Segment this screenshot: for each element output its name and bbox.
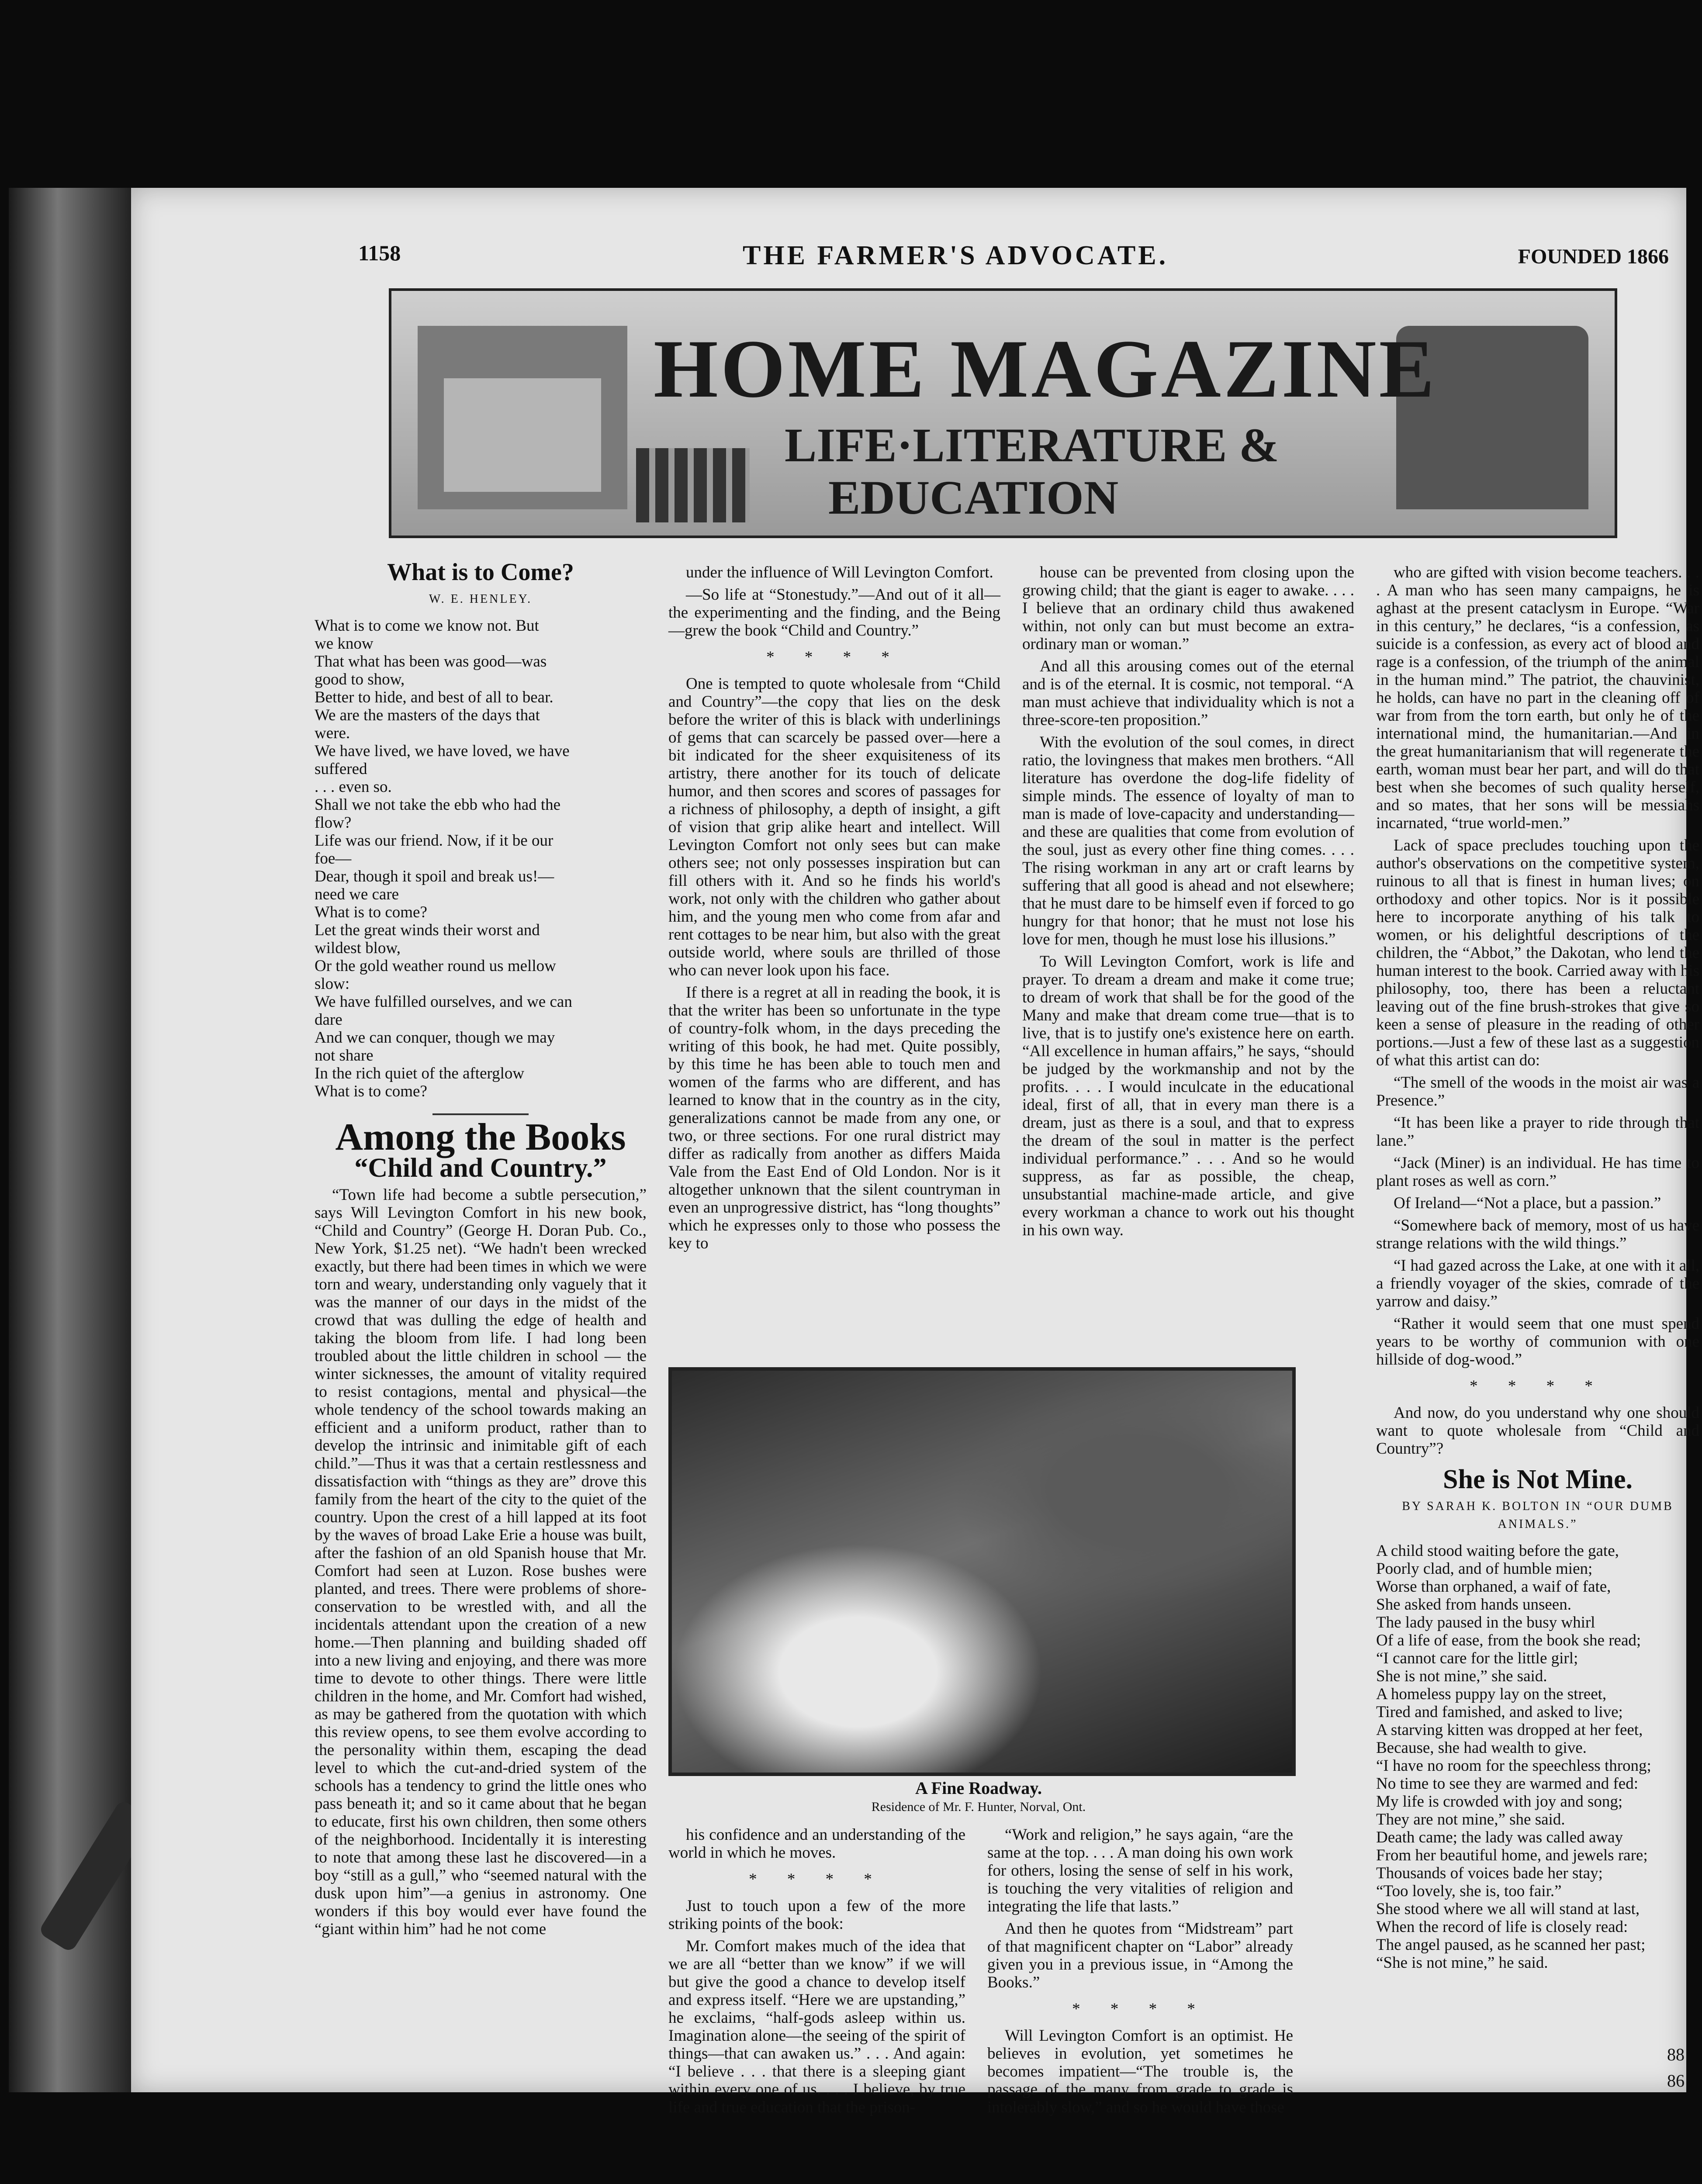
column-3 (1022, 563, 1354, 1244)
column-1 (315, 559, 647, 1942)
section-break: * * * * (766, 648, 903, 666)
lower-column-3-text (987, 1826, 1293, 2116)
poem-line: We have lived, we have loved, we have (315, 742, 570, 760)
poem-line: That what has been was good—was (315, 653, 547, 670)
poem-line: A child stood waiting before the gate, (1376, 1542, 1619, 1560)
article-paragraph: And all this arousing comes out of the eternal and is of the eternal. It is cosmic, not temporal. “A man must achieve that individuality which is not a three-score-ten proposition.” (1022, 657, 1354, 729)
article-paragraph: —So life at “Stonestudy.”—And out of it all—the experimenting and the finding, and the Being—grew the book “Child and Country.” (668, 586, 1000, 639)
article-paragraph: “Somewhere back of memory, most of us have strange relations with the wild things.” (1376, 1216, 1699, 1252)
poem-2-author: BY SARAH K. BOLTON IN “OUR DUMB ANIMALS.” (1402, 1500, 1674, 1531)
article-paragraph: And now, do you understand why one should want to quote wholesale from “Child and Country”? (1376, 1404, 1699, 1458)
section-break: * * * * (749, 1870, 885, 1888)
column-2-text (668, 563, 1000, 1252)
poem-line: Let the great winds their worst and (315, 921, 540, 939)
poem-line: Tired and famished, and asked to live; (1376, 1703, 1623, 1721)
lower-column-2-text (668, 1826, 965, 2116)
poem-title: What is to Come? (387, 559, 574, 586)
poem-line: What is to come? (315, 903, 427, 921)
photo-title: A Fine Roadway. (915, 1778, 1042, 1798)
poem-line: A homeless puppy lay on the street, (1376, 1685, 1607, 1703)
poem-line: “Too lovely, she is, too fair.” (1376, 1882, 1562, 1900)
poem-line: Dear, though it spoil and break us!— (315, 867, 554, 885)
section-break: * * * * (1072, 2000, 1208, 2018)
article-paragraph: “It has been like a prayer to ride through that lane.” (1376, 1114, 1699, 1150)
poem-line: “She is not mine,” he said. (1376, 1954, 1548, 1972)
poem-line: flow? (315, 814, 352, 832)
column-2 (668, 563, 1000, 1257)
divider (432, 1113, 529, 1115)
book-binding-edge (9, 188, 131, 2092)
page-header (358, 240, 1669, 280)
poem-line: And we can conquer, though we may (315, 1029, 555, 1047)
poem-line: “I have no room for the speechless throng; (1376, 1757, 1651, 1775)
banner-subtitle-1: LIFE·LITERATURE & (785, 418, 1279, 472)
poem-line: dare (315, 1011, 342, 1029)
paper-name: THE FARMER'S ADVOCATE. (743, 241, 1169, 270)
poem-line: She asked from hands unseen. (1376, 1596, 1571, 1614)
poem-line: Because, she had wealth to give. (1376, 1739, 1587, 1757)
poem-line: In the rich quiet of the afterglow (315, 1064, 525, 1082)
poem-line: we know (315, 635, 374, 653)
poem-line: We have fulfilled ourselves, and we can (315, 993, 572, 1011)
poem-line: The angel paused, as he scanned her past; (1376, 1936, 1646, 1954)
poem-line: “I cannot care for the little girl; (1376, 1649, 1578, 1667)
poem-line: wildest blow, (315, 939, 401, 957)
article-paragraph: “Town life had become a subtle persecution,” says Will Levington Comfort in his new book, “Child and Country” (George H. Doran Pub. Co., New York, $1.25 net). “We hadn't been wrecked exactly, but there had been times in which we were torn and weary, understanding only vaguely that it was the manner of our days in the midst of the crowd that was dulling the edge of health and taking the bloom from life. I had long been troubled about the little children in school — the winter sicknesses, the amount of vitality required to resist contagions, mental and physical—the whole tendency of the school towards making an efficient and a uniform product, rather than to develop the intrinsic and inimitable gift of each child.”—Thus it was that a certain restlessness and dissatisfaction with “things as they are” drove this family from the heart of the city to the quiet of the country. Upon the crest of a hill lapped at its foot by the waves of broad Lake Erie a house was built, after the fashion of an old Spanish house that Mr. Comfort had seen at Luzon. Rose bushes were planted, and trees. There were problems of shore-conservation to be wrestled with, and all the incidentals attendant upon the creation of a new home.—Then planning and building shaded off into a new living and enjoying, and there was more time to devote to other things. There were little children in the home, and Mr. Comfort had wished, as may be gathered from the quotation with which this review opens, to see them evolve according to the personality within them, escaping the dead level to which the cut-and-dried system of the schools has a tendency to grind the little ones who pass beneath it; and so it came about that he began to educate, first his own children, then some others of the neighborhood. Incidentally it is interesting to note that among these last he discovered—in a boy “still as a gull,” who “seemed natural with the dusk upon him”—a genius in astronomy. One wonders if this boy would ever have found the “giant within him” had he not come (315, 1186, 647, 1938)
page-number: 1158 (358, 241, 401, 265)
article-paragraph: “Work and religion,” he says again, “are the same at the top. . . . A man doing his own work for others, losing the sense of self in his work, is touching the very vitalities of religion and integrating the life that lasts.” (987, 1826, 1293, 1915)
article-paragraph: “Rather it would seem that one must spend years to be worthy of communion with one hillside of dog-wood.” (1376, 1315, 1699, 1368)
poem-line: Life was our friend. Now, if it be our (315, 832, 553, 850)
article-paragraph: One is tempted to quote wholesale from “Child and Country”—the copy that lies on the desk before the writer of this is black with underlinings of gems that can scarcely be passed over—here a bit indicated for the sheer exquisiteness of its artistry, there another for its touch of delicate humor, and then scores and scores of passages for a richness of philosophy, a depth of insight, a gift of vision that grip alike heart and intellect. Will Levington Comfort not only sees but can make others see; not only possesses inspiration but can fill others with it. And so he finds his world's work, not only with the children who gather about him, and the young men who come from afar and rent cottages to be near him, but also with the great outside world, where souls are thrilled of those who can never look upon his face. (668, 675, 1000, 979)
poem-line: Shall we not take the ebb who had the (315, 796, 561, 814)
poem-line: We are the masters of the days that (315, 706, 540, 724)
poem-line: She stood where we all will stand at last, (1376, 1900, 1640, 1918)
article-paragraph: under the influence of Will Levington Comfort. (686, 563, 993, 581)
poem-line: need we care (315, 885, 399, 903)
article-paragraph: his confidence and an understanding of the world in which he moves. (668, 1826, 965, 1862)
poem-line: They are not mine,” she said. (1376, 1811, 1565, 1828)
poem-line: good to show, (315, 670, 405, 688)
poem-line: Of a life of ease, from the book she read; (1376, 1631, 1641, 1649)
poem-line: What is to come we know not. But (315, 617, 539, 635)
section-title: Among the Books (335, 1116, 626, 1158)
poem-line: not share (315, 1047, 374, 1064)
article-title: “Child and Country.” (354, 1153, 607, 1183)
poem-2-body (1376, 1542, 1699, 1972)
poem-author: W. E. HENLEY. (429, 592, 533, 606)
article-paragraph: Will Levington Comfort is an optimist. He believes in evolution, yet sometimes he becomes impatient—“The trouble is, the passage of the many from grade to grade is intolerably slow,” and so he would have those (987, 2027, 1293, 2116)
books-illustration (636, 448, 750, 522)
poem-line: My life is crowded with joy and song; (1376, 1793, 1623, 1811)
article-paragraph: “I had gazed across the Lake, at one with it all, a friendly voyager of the skies, comrade of the yarrow and daisy.” (1376, 1257, 1699, 1310)
article-paragraph: If there is a regret at all in reading the book, it is that the writer has been so unfortunate in the type of country-folk whom, in the days preceding the writing of this book, he had met. Quite possibly, by this time he has been able to touch men and women of the farms who are different, and has learned to know that in the country as in the city, generalizations cannot be made from any one, or two, or three sections. For one rural district may differ as radically from another as differs Maida Vale from the East End of Old London. Nor is it altogether unknown that the silent countryman in even an unprogressive district, has “long thoughts” which he expresses only to those who possess the key to (668, 984, 1000, 1252)
poem-line: slow: (315, 975, 350, 993)
house-illustration (418, 326, 627, 509)
poem-line: were. (315, 724, 350, 742)
poem-line: Better to hide, and best of all to bear. (315, 688, 553, 706)
section-break: * * * * (1470, 1377, 1606, 1395)
poem-body (315, 617, 647, 1100)
poem-line: From her beautiful home, and jewels rare; (1376, 1846, 1648, 1864)
poem-line: Death came; the lady was called away (1376, 1828, 1623, 1846)
poem-line: . . . even so. (315, 778, 392, 796)
article-paragraph: who are gifted with vision become teachers. . . . A man who has seen many campaigns, he is aghast at the present cataclysm in Europe. “War in this century,” he declares, “is a confession, as suicide is a confession, as every act of blood and rage is a confession, of the triumph of the animal in the human mind.” The patriot, the chauvinist, he holds, can have no part in the cleaning off of war from from the torn earth, but only he of the international mind, the humanitarian.—And in the great humanitarianism that will regenerate the earth, woman must bear her part, and will do that best when she becomes of such quality herself, and so mates, that her sons will be messiahs incarnated, “true world-men.” (1376, 563, 1699, 832)
newspaper-page (131, 188, 1699, 2116)
article-paragraph: house can be prevented from closing upon the growing child; that the giant is eager to awake. . . . I believe that an ordinary child thus awakened within, not only can but must become an extra-ordinary man or woman.” (1022, 563, 1354, 653)
column-3-text (1022, 563, 1354, 1239)
poem-line: A starving kitten was dropped at her feet, (1376, 1721, 1643, 1739)
article-paragraph: “Jack (Miner) is an individual. He has time to plant roses as well as corn.” (1376, 1154, 1699, 1190)
article-paragraph: To Will Levington Comfort, work is life and prayer. To dream a dream and make it come true; to dream of work that shall be for the good of the Many and make that dream come true—that is to live, that is to justify one's existence here on earth. “All excellence in human affairs,” he says, “should be judged by the workmanship and not by the profits. . . . I would inculcate in the educational ideal, first of all, that in every man there is a dream, just as there is a soul, and that to express the dream of the soul in matter is the perfect individual performance.” . . . And so he would suppress, as far as possible, the cheap, unsubstantial machine-made article, and give every workman a chance to work out his thought in his own way. (1022, 953, 1354, 1239)
roadway-photo (668, 1367, 1296, 1776)
lower-column-2 (668, 1826, 965, 2121)
article-paragraph: With the evolution of the soul comes, in direct ratio, the lovingness that makes men brothers. “All literature has overdone the dog-life fidelity of simple minds. The essence of loyalty of man to man is made of love-capacity and understanding—and these are qualities that come from evolution of the soul, just as every other fine thing comes. . . . The rising workman in any art or craft learns by suffering that all good is ahead and not elsewhere; that he must dare to be himself even if forced to go hungry for that honor; that he must not lose his love for men, though he must lose his illusions.” (1022, 733, 1354, 948)
margin-number-1: 88 (1667, 2045, 1685, 2064)
poem-line: What is to come? (315, 1082, 427, 1100)
poem-line: Worse than orphaned, a waif of fate, (1376, 1578, 1611, 1596)
article-paragraph: Just to touch upon a few of the more striking points of the book: (668, 1897, 965, 1933)
column-4 (1376, 563, 1699, 1972)
poem-line: The lady paused in the busy whirl (1376, 1614, 1595, 1631)
poem-line: When the record of life is closely read: (1376, 1918, 1628, 1936)
article-paragraph: And then he quotes from “Midstream” part of that magnificent chapter on “Labor” already given you in a previous issue, in “Among the Books.” (987, 1920, 1293, 1991)
column-4-text (1376, 563, 1699, 1458)
poem-line: suffered (315, 760, 367, 778)
poem-line: She is not mine,” she said. (1376, 1667, 1547, 1685)
article-paragraph: Mr. Comfort makes much of the idea that we are all “better than we know” if we will but give the good a chance to develop itself and express itself. “Here we are upstanding,” he exclaims, “half-gods asleep within us. Imagination alone—the seeing of the spirit of things—that can awaken us.” . . . And again: “I believe . . . that there is a sleeping giant within every one of us. . . . I believe, by true life and true education that the prison- (668, 1937, 965, 2116)
article-paragraph: Of Ireland—“Not a place, but a passion.” (1394, 1194, 1661, 1212)
article-paragraph: “The smell of the woods in the moist air was a Presence.” (1376, 1074, 1699, 1109)
poem-line: Thousands of voices bade her stay; (1376, 1864, 1603, 1882)
poem-line: Or the gold weather round us mellow (315, 957, 556, 975)
banner-subtitle-2: EDUCATION (828, 471, 1119, 524)
article-paragraph: Lack of space precludes touching upon the author's observations on the competitive system, ruinous to all that is finest in human lives; on orthodoxy and other topics. Nor is it possible here to incorporate anything of his talk to women, or his delightful descriptions of the children, the “Abbot,” the Dakotan, who lend the human interest to the book. Carried away with his philosophy, too, there has been a reluctant leaving out of the fine brush-strokes that give so keen a sense of pleasure in the reading of other portions.—Just a few of these last as a suggestion of what this artist can do: (1376, 836, 1699, 1069)
poem-line: foe— (315, 850, 352, 867)
banner-title: HOME MAGAZINE (654, 323, 1437, 415)
margin-number-2: 86 (1667, 2071, 1685, 2091)
poem-2-title: She is Not Mine. (1443, 1465, 1633, 1494)
photo-caption: Residence of Mr. F. Hunter, Norval, Ont. (871, 1800, 1086, 1814)
founded-note: FOUNDED 1866 (1518, 245, 1669, 268)
lower-column-3 (987, 1826, 1293, 2121)
poem-line: Poorly clad, and of humble mien; (1376, 1560, 1593, 1578)
poem-line: No time to see they are warmed and fed: (1376, 1775, 1638, 1793)
home-magazine-banner (389, 288, 1617, 538)
